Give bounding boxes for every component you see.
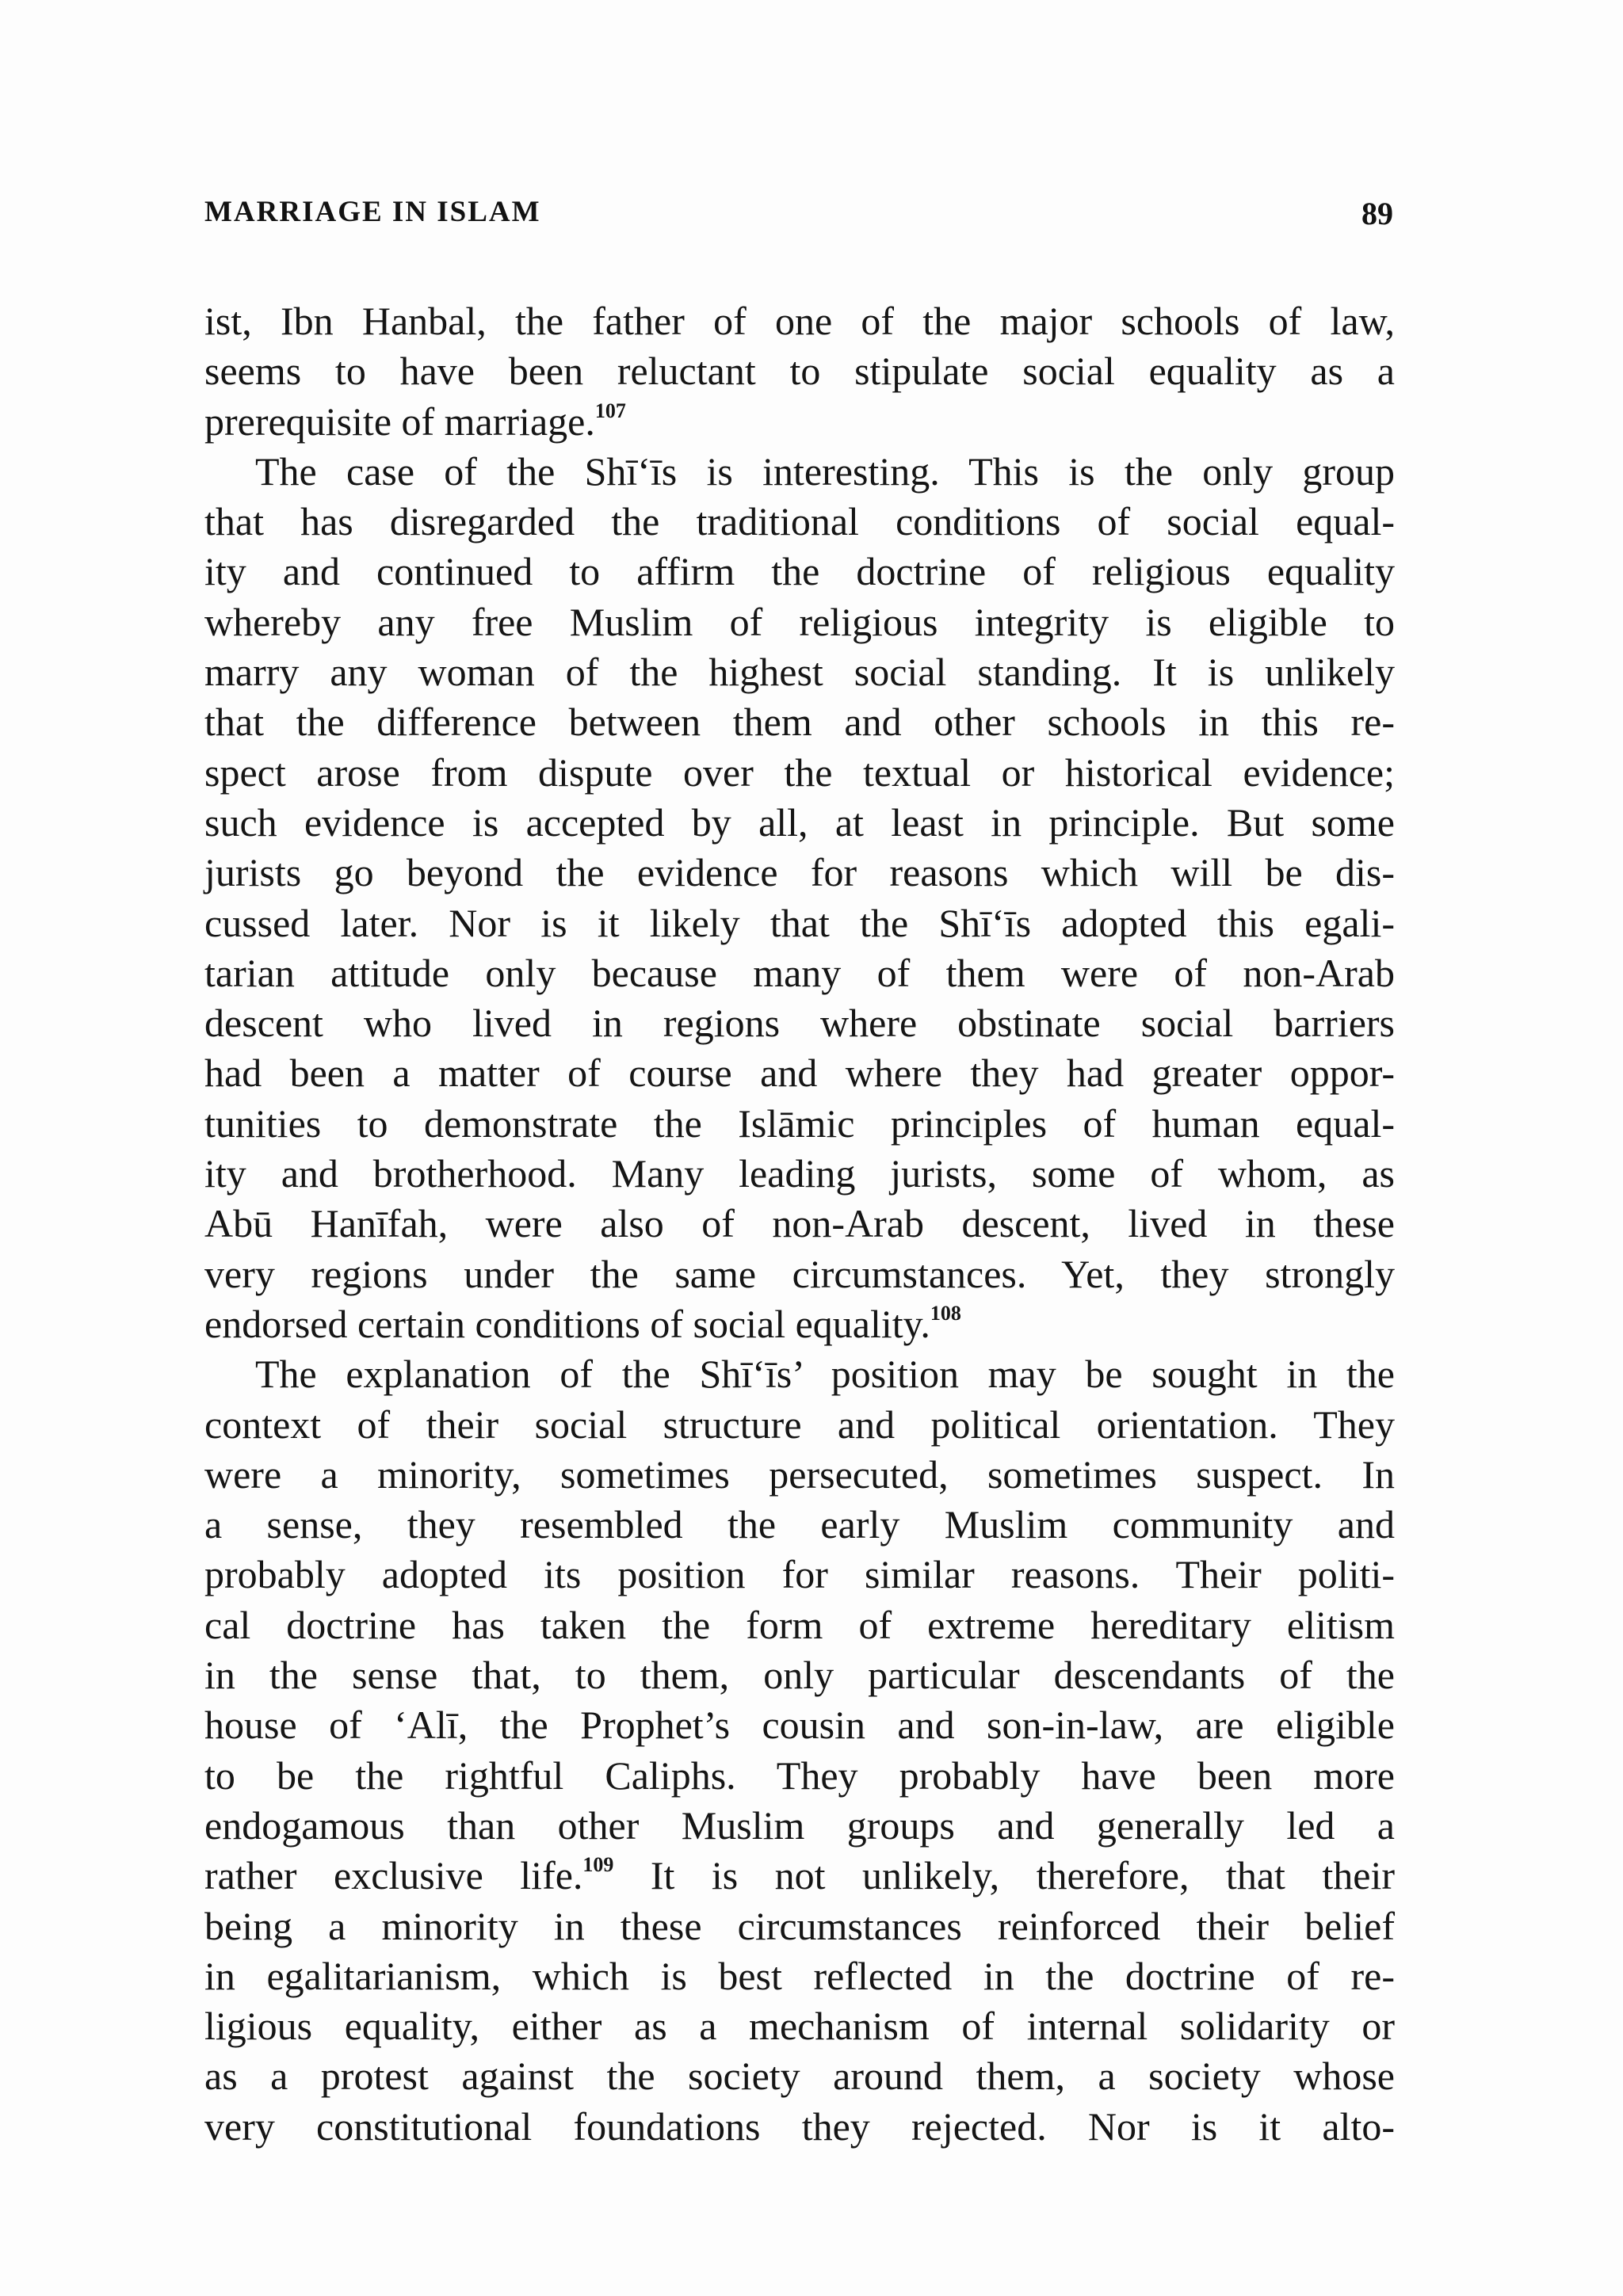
body-text <box>204 296 1395 2152</box>
text-line <box>204 1400 1395 1450</box>
line-text: whereby any free Muslim of religious integrity is eligible to <box>204 599 1395 644</box>
line-text: Abū Hanīfah, were also of non-Arab descent, lived in these <box>204 1201 1395 1246</box>
line-text: endogamous than other Muslim groups and generally led a <box>204 1802 1395 1848</box>
line-text: ist, Ibn Hanbal, the father of one of the major schools of law, <box>204 299 1395 343</box>
line-text: marry any woman of the highest social standing. It is unlikely <box>204 650 1395 695</box>
line-text: endorsed certain conditions of social equality. <box>204 1301 930 1346</box>
text-line <box>204 1500 1395 1550</box>
line-text: as a protest against the society around them, a society whose <box>204 2054 1395 2099</box>
text-line <box>204 497 1395 547</box>
text-line <box>204 1199 1395 1249</box>
text-line <box>204 848 1395 898</box>
line-text: were a minority, sometimes persecuted, sometimes suspect. In <box>204 1451 1395 1497</box>
text-line <box>204 346 1395 396</box>
line-text: context of their social structure and political orientation. They <box>204 1402 1395 1447</box>
text-line <box>204 1149 1395 1199</box>
text-line <box>204 1349 1395 1399</box>
line-text: seems to have been reluctant to stipulate social equality as a <box>204 349 1395 394</box>
page-number: 89 <box>1361 196 1393 231</box>
text-line <box>204 948 1395 998</box>
line-text: cussed later. Nor is it likely that the Shī‘īs adopted this egali- <box>204 900 1395 945</box>
text-line <box>204 697 1395 747</box>
text-line <box>204 1299 1395 1349</box>
line-text: tunities to demonstrate the Islāmic principles of human equal- <box>204 1100 1395 1146</box>
text-line <box>204 1751 1395 1801</box>
text-line <box>204 1801 1395 1851</box>
line-text: rather exclusive life. <box>204 1853 583 1898</box>
text-line <box>204 898 1395 948</box>
line-text: to be the rightful Caliphs. They probably have been more <box>204 1753 1395 1798</box>
text-line <box>204 1099 1395 1149</box>
text-line <box>204 1851 1395 1901</box>
text-line <box>204 597 1395 647</box>
text-line <box>204 647 1395 697</box>
text-line <box>204 998 1395 1048</box>
line-text: The case of the Shī‘īs is interesting. This is the only group <box>255 448 1395 494</box>
line-text: descent who lived in regions where obstinate social barriers <box>204 1001 1395 1046</box>
text-line <box>204 748 1395 798</box>
line-text: had been a matter of course and where they had greater oppor- <box>204 1051 1395 1096</box>
line-text: The explanation of the Shī‘īs’ position may be sought in the <box>255 1352 1395 1397</box>
text-line <box>204 397 1395 447</box>
footnote-marker: 108 <box>930 1301 961 1325</box>
line-text: very constitutional foundations they rejected. Nor is it alto- <box>204 2103 1395 2149</box>
running-title: MARRIAGE IN ISLAM <box>204 196 541 228</box>
line-text: in the sense that, to them, only particular descendants of the <box>204 1653 1395 1698</box>
text-line <box>204 1048 1395 1098</box>
line-text: ity and continued to affirm the doctrine of religious equality <box>204 549 1395 594</box>
text-line <box>204 798 1395 848</box>
line-text: that has disregarded the traditional conditions of social equal- <box>204 499 1395 544</box>
text-line <box>204 547 1395 597</box>
text-line <box>204 1700 1395 1750</box>
footnote-marker: 107 <box>594 399 626 422</box>
line-text: such evidence is accepted by all, at least in principle. But some <box>204 799 1395 845</box>
text-line <box>204 2102 1395 2152</box>
line-text: ity and brotherhood. Many leading jurists, some of whom, as <box>204 1151 1395 1196</box>
text-line <box>204 1550 1395 1600</box>
text-line <box>204 1901 1395 1951</box>
text-line <box>204 2051 1395 2101</box>
line-text: a sense, they resembled the early Muslim community and <box>204 1502 1395 1547</box>
line-text: probably adopted its position for similar reasons. Their politi- <box>204 1552 1395 1597</box>
footnote-marker: 109 <box>582 1853 614 1877</box>
line-text: that the difference between them and other schools in this re- <box>204 700 1395 745</box>
text-line <box>204 1650 1395 1700</box>
text-line <box>204 447 1395 497</box>
line-text: very regions under the same circumstances. Yet, they strongly <box>204 1251 1395 1296</box>
text-line <box>204 1951 1395 2001</box>
line-text: ligious equality, either as a mechanism of internal solidarity or <box>204 2004 1395 2049</box>
line-text: jurists go beyond the evidence for reasons which will be dis- <box>204 850 1395 895</box>
text-line <box>204 296 1395 346</box>
line-text: spect arose from dispute over the textual or historical evidence; <box>204 749 1395 795</box>
text-line <box>204 1249 1395 1299</box>
line-text: cal doctrine has taken the form of extreme hereditary elitism <box>204 1602 1395 1647</box>
line-text: being a minority in these circumstances reinforced their belief <box>204 1903 1395 1948</box>
line-text: prerequisite of marriage. <box>204 399 595 444</box>
line-text: in egalitarianism, which is best reflected in the doctrine of re- <box>204 1953 1395 1998</box>
line-text: house of ‘Alī, the Prophet’s cousin and son-in-law, are eligible <box>204 1703 1395 1748</box>
text-line <box>204 1450 1395 1500</box>
text-line <box>204 1600 1395 1650</box>
running-head <box>204 195 1393 242</box>
line-text-continued: It is not unlikely, therefore, that their <box>613 1853 1395 1898</box>
line-text: tarian attitude only because many of them were of non-Arab <box>204 950 1395 995</box>
text-line <box>204 2001 1395 2051</box>
